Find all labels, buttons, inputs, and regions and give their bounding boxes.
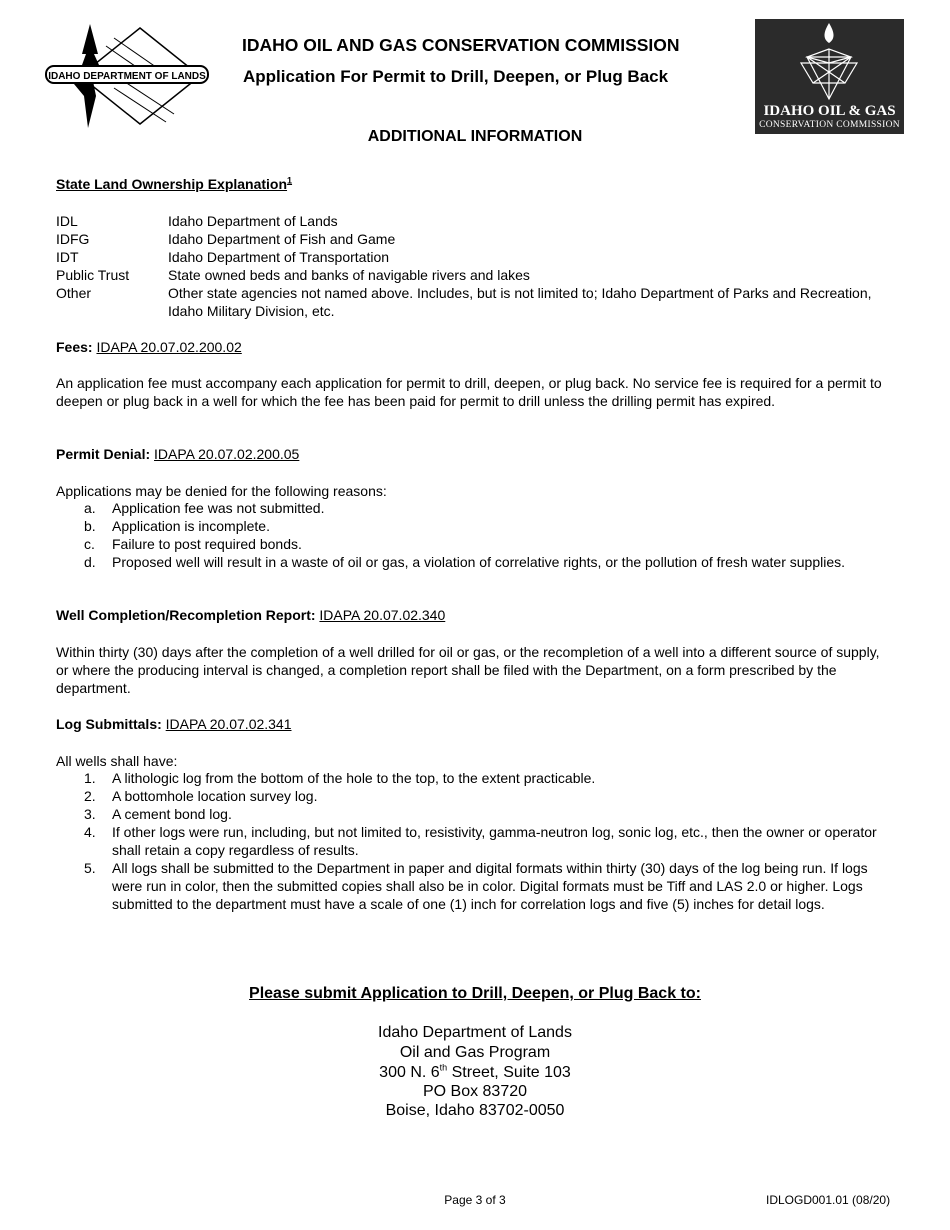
list-text: Proposed well will result in a waste of oil or gas, a violation of correlative rights, or the pollution of fresh water supplies. (112, 554, 846, 570)
idl-logo (44, 24, 210, 128)
denial-intro: Applications may be denied for the following reasons: (56, 483, 387, 499)
address-line-4: PO Box 83720 (422, 1083, 528, 1100)
fees-label: Fees: (56, 339, 93, 355)
logs-reference: IDAPA 20.07.02.341 (165, 716, 292, 732)
ownership-desc: Idaho Department of Transportation (168, 249, 390, 265)
fees-paragraph: An application fee must accompany each application for permit to drill, deepen, or plug back. No service fee is required for a permit to deepen or plug back in a well for which the fee has been paid for permit to drill unless the drilling permit has expired. (56, 375, 882, 409)
list-marker: b. (84, 518, 96, 534)
list-text: A bottomhole location survey log. (112, 788, 318, 804)
idl-logo-text: IDAHO DEPARTMENT OF LANDS (48, 71, 206, 82)
page-title: IDAHO OIL AND GAS CONSERVATION COMMISSION (242, 35, 680, 55)
page-subtitle: Application For Permit to Drill, Deepen, or Plug Back (243, 67, 669, 86)
ownership-title-text: State Land Ownership Explanation (56, 176, 288, 192)
completion-label: Well Completion/Recompletion Report: (56, 607, 316, 623)
denial-heading (56, 445, 299, 463)
ownership-desc: Idaho Department of Lands (168, 213, 338, 229)
list-marker: d. (84, 554, 96, 570)
list-marker: 5. (84, 860, 96, 876)
list-marker: a. (84, 500, 96, 516)
denial-reference: IDAPA 20.07.02.200.05 (154, 446, 300, 462)
list-text: If other logs were run, including, but not limited to, resistivity, gamma-neutron log, sonic log, etc., then the owner or operator shall retain a copy regardless of results. (112, 824, 877, 858)
ogcc-logo-subtitle: CONSERVATION COMMISSION (759, 120, 900, 130)
ogcc-logo-title: IDAHO OIL & GAS (763, 103, 896, 119)
logs-intro: All wells shall have: (56, 753, 178, 769)
address-street-number: 300 N. 6 (379, 1064, 440, 1081)
list-marker: 1. (84, 770, 96, 786)
address-line-1: Idaho Department of Lands (378, 1024, 572, 1041)
list-marker: c. (84, 536, 95, 552)
submit-heading (0, 984, 950, 1004)
address-line-5: Boise, Idaho 83702-0050 (385, 1102, 565, 1119)
list-marker: 2. (84, 788, 96, 804)
ownership-abbr: IDFG (56, 231, 90, 247)
list-text: Application fee was not submitted. (112, 500, 325, 516)
ownership-abbr: Public Trust (56, 267, 130, 283)
ownership-desc: State owned beds and banks of navigable rivers and lakes (168, 267, 530, 283)
ownership-footnote: 1 (287, 175, 293, 186)
list-marker: 4. (84, 824, 96, 840)
page-number: Page 3 of 3 (444, 1193, 506, 1207)
list-marker: 3. (84, 806, 96, 822)
ogcc-logo (755, 19, 904, 134)
address-ordinal: th (439, 1062, 448, 1073)
fees-reference: IDAPA 20.07.02.200.02 (96, 339, 242, 355)
ownership-title (56, 175, 292, 193)
list-text: A lithologic log from the bottom of the hole to the top, to the extent practicable. (112, 770, 596, 786)
ownership-abbr: Other (56, 285, 92, 301)
list-text: Application is incomplete. (112, 518, 270, 534)
address-street-name: Street, Suite 103 (447, 1064, 571, 1081)
denial-label: Permit Denial: (56, 446, 151, 462)
ownership-desc: Other state agencies not named above. Includes, but is not limited to; Idaho Department of Parks and Recreation, Idaho Military Division, etc. (168, 285, 872, 319)
address-line-3 (0, 1063, 950, 1083)
address-line-2: Oil and Gas Program (399, 1044, 551, 1061)
list-text: All logs shall be submitted to the Department in paper and digital formats within thirty (30) days of the log being run. If logs were run in color, then the submitted copies shall also be in color. Digital formats must be Tiff and LAS 2.0 or higher. Logs submitted to the department must have a scale of one (1) inch for correlation logs and five (5) inches for detail logs. (112, 860, 868, 912)
logs-label: Log Submittals: (56, 716, 162, 732)
completion-heading (56, 606, 445, 624)
ownership-desc: Idaho Department of Fish and Game (168, 231, 396, 247)
section-heading: ADDITIONAL INFORMATION (367, 128, 583, 145)
logs-heading (56, 715, 292, 733)
completion-paragraph: Within thirty (30) days after the completion of a well drilled for oil or gas, or the recompletion of a well into a different source of supply, or where the producing interval is changed, a completion report shall be filed with the Department, on a form prescribed by the department. (56, 644, 880, 696)
ownership-abbr: IDT (56, 249, 79, 265)
ownership-abbr: IDL (56, 213, 78, 229)
form-code: IDLOGD001.01 (08/20) (766, 1193, 891, 1207)
submit-heading-text: Please submit Application to Drill, Deepen, or Plug Back to: (249, 985, 701, 1002)
completion-reference: IDAPA 20.07.02.340 (319, 607, 446, 623)
list-text: Failure to post required bonds. (112, 536, 302, 552)
list-text: A cement bond log. (112, 806, 232, 822)
fees-heading (56, 338, 242, 356)
